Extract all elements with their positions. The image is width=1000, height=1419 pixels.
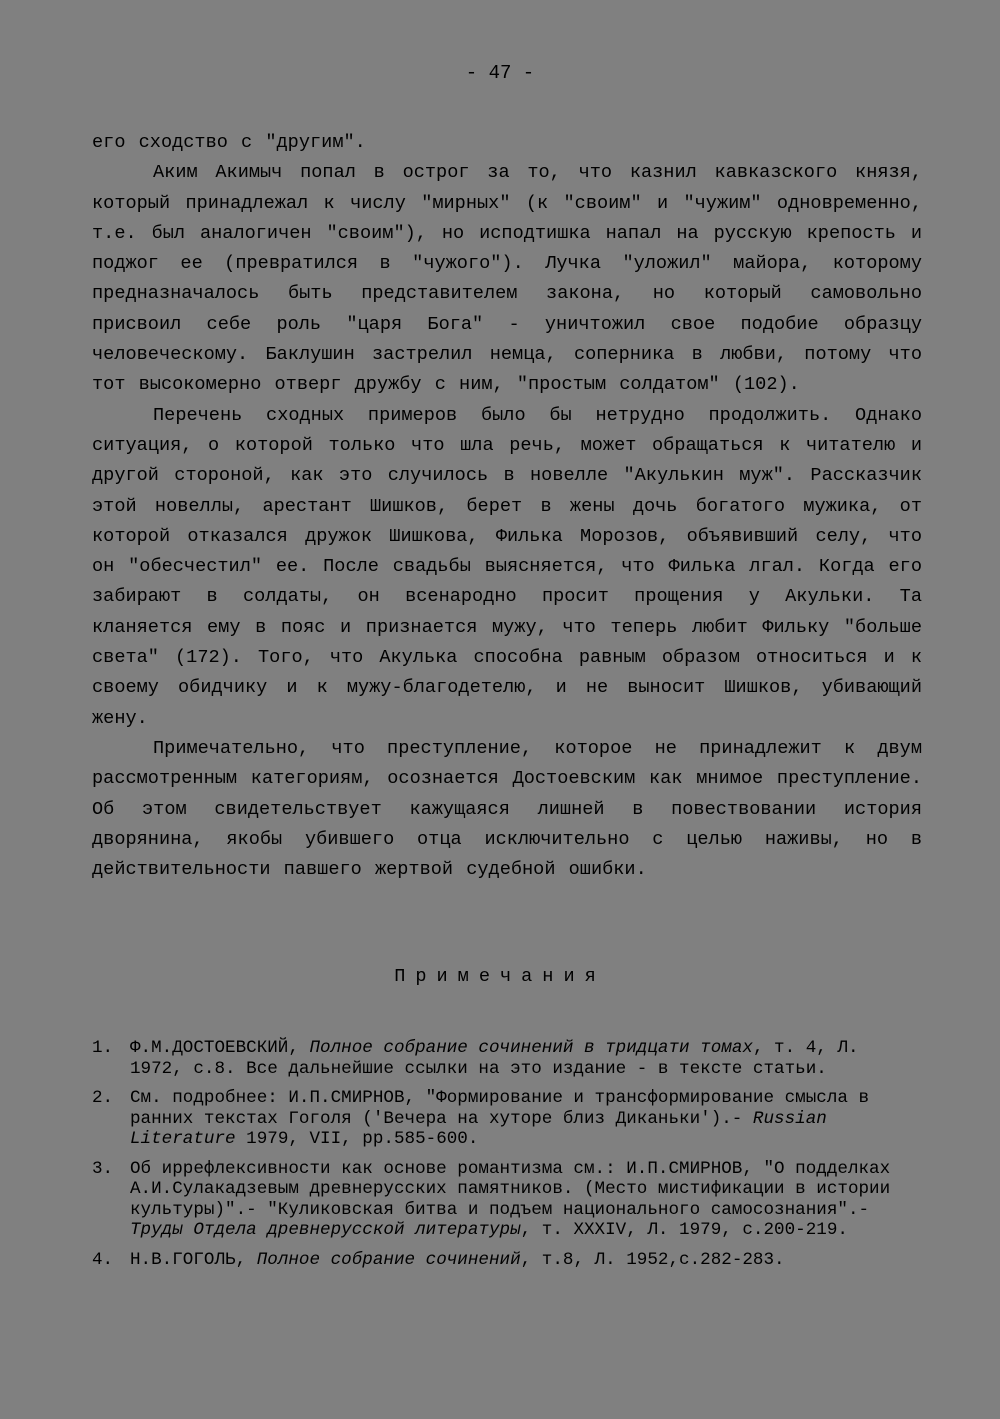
note-text [130,1159,912,1241]
note-text-italic: Труды Отдела древнерусской литературы [130,1220,521,1240]
notes-heading: Примечания [394,966,606,987]
note-text-plain: Об иррефлексивности как основе романтизма см.: И.П.СМИРНОВ, "О подделках А.И.Сулакадзевым древнерусских памятников. (Место мистификации в истории культуры)".- "Куликовская битва и подъем национального самосознания".- [130,1158,891,1220]
paragraph-1: его сходство с "другим". [92,132,366,153]
note-text-plain: Ф.М.ДОСТОЕВСКИЙ, [130,1038,310,1058]
notes-list [92,1038,912,1279]
paragraph-4: Примечательно, что преступление, которое не принадлежит к двум рассмотренным категориям, осознается Достоевским как мнимое преступление. Об этом свидетельствует кажущаяся лишней в повествовании история дворянина, якобы убившего отца исключительно с целью наживы, но в действительности павшего жертвой судебной ошибки. [92,737,922,881]
note-text [130,1088,912,1150]
note-text-plain: 1979, VII, pp.585-600. [235,1129,479,1149]
note-text-italic: Полное собрание сочинений в тридцати томах [309,1038,753,1058]
note-number: 4. [92,1249,114,1270]
note-text-italic: Полное собрание сочинений [256,1249,521,1270]
note-text-plain: Н.В.ГОГОЛЬ, [130,1249,257,1270]
note-text [130,1038,912,1079]
note-item [92,1088,912,1150]
paragraph-3: Перечень сходных примеров было бы нетрудно продолжить. Однако ситуация, о которой только что шла речь, может обращаться к читателю и другой стороной, как это случилось в новелле "Акулькин муж". Рассказчик этой новеллы, арестант Шишков, берет в жены дочь богатого мужика, от которой отказался дружок Шишкова, Филька Морозов, объявивший селу, что он "обесчестил" ее. После свадьбы выясняется, что Филька лгал. Когда его забирают в солдаты, он всенародно просит прощения у Акульки. Та кланяется ему в пояс и признается мужу, что теперь любит Фильку "больше света" (172). Того, что Акулька способна равным образом относиться и к своему обидчику и к мужу-благодетелю, и не выносит Шишков, убивающий жену. [92,404,922,729]
note-text-plain: , т. XXXIV, Л. 1979, с.200-219. [520,1220,848,1240]
note-text-italic: Russian Literature [130,1108,827,1149]
note-item [92,1159,912,1241]
note-text [130,1250,912,1271]
body-text [92,128,922,885]
note-item [92,1250,912,1271]
note-text-plain: См. подробнее: И.П.СМИРНОВ, "Формирование и трансформирование смысла в ранних текстах Гоголя ('Вечера на хуторе близ Диканьки').- [130,1088,870,1129]
page-number: - 47 - [465,62,535,84]
paragraph-2: Аким Акимыч попал в острог за то, что казнил кавказского князя, который принадлежал к числу "мирных" (к "своим" и "чужим" одновременно, т.е. был аналогичен "своим"), но исподтишка напал на русскую крепость и поджог ее (превратился в "чужого"). Лучка "уложил" майора, которому предназначалось быть представителем закона, но который самовольно присвоил себе роль "царя Бога" - уничтожил свое подобие образцу человеческому. Баклушин застрелил немца, соперника в любви, потому что тот высокомерно отверг дружбу с ним, "простым солдатом" (102). [92,162,922,396]
note-text-plain: , т. 4, Л. 1972, с.8. Все дальнейшие ссылки на это издание - в тексте статьи. [130,1038,859,1079]
note-number: 1. [92,1038,114,1058]
note-number: 3. [92,1158,114,1179]
note-item [92,1038,912,1079]
note-text-plain: , т.8, Л. 1952,с.282-283. [520,1249,785,1270]
note-number: 2. [92,1088,114,1108]
